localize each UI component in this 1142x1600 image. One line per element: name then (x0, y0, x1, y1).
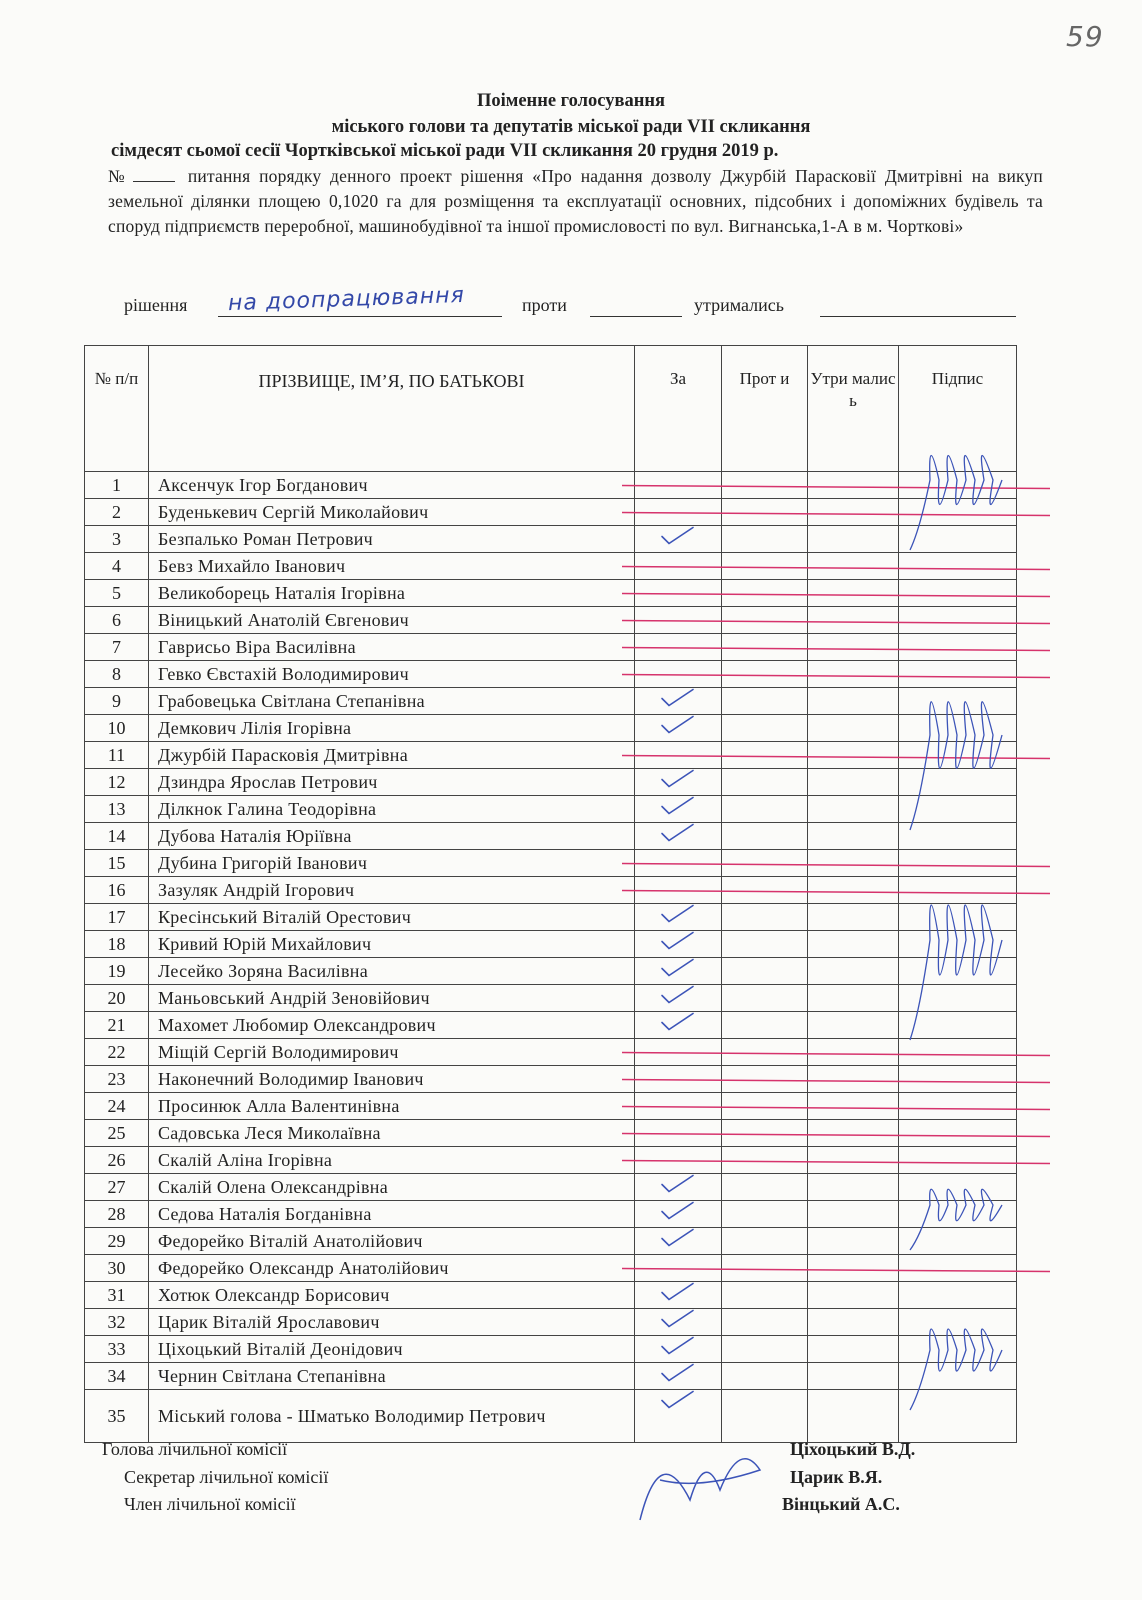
member-name: Скалій Олена Олександрівна (149, 1174, 635, 1201)
row-number: 23 (85, 1066, 149, 1093)
absent-strike-line (622, 675, 1050, 678)
absent-strike-line (622, 486, 1050, 489)
member-name: Гевко Євстахій Володимирович (149, 661, 635, 688)
vote-checkmark (662, 717, 693, 733)
row-number: 9 (85, 688, 149, 715)
signature-scribble (910, 702, 1002, 830)
vote-checkmark (662, 1392, 693, 1408)
signature-scribble (910, 456, 1002, 551)
member-name: Гаврисьо Віра Василівна (149, 634, 635, 661)
decision-handwritten: на доопрацювання (227, 282, 466, 317)
member-name: Дубина Григорій Іванович (149, 850, 635, 877)
absent-strike-line (622, 567, 1050, 570)
row-number: 21 (85, 1012, 149, 1039)
row-number: 31 (85, 1282, 149, 1309)
vote-checkmark (662, 1203, 693, 1219)
absent-strike-line (622, 1080, 1050, 1083)
commission-member-label: Член лічильної комісії (124, 1494, 296, 1514)
row-number: 22 (85, 1039, 149, 1066)
absent-strike-line (622, 513, 1050, 516)
member-name: Буденькевич Сергій Миколайович (149, 499, 635, 526)
row-number: 2 (85, 499, 149, 526)
absent-strike-line (622, 891, 1050, 894)
vote-checkmark (662, 1176, 693, 1192)
row-number: 34 (85, 1363, 149, 1390)
header-against: Прот и (722, 346, 808, 472)
member-name: Ціхоцький Віталій Деонідович (149, 1336, 635, 1363)
vote-checkmark (662, 933, 693, 949)
commission-signature (640, 1459, 760, 1520)
member-name: Дубова Наталія Юріївна (149, 823, 635, 850)
member-name: Міський голова - Шматько Володимир Петрович (149, 1390, 635, 1443)
header-for: За (635, 346, 722, 472)
signature-scribble (910, 905, 1002, 1040)
absent-strike-line (622, 1107, 1050, 1110)
member-name: Джурбій Парасковія Дмитрівна (149, 742, 635, 769)
absent-strike-line (622, 1134, 1050, 1137)
absent-strike-line (622, 1053, 1050, 1056)
absent-strike-line (622, 756, 1050, 759)
vote-checkmark (662, 771, 693, 787)
row-number: 10 (85, 715, 149, 742)
row-number: 19 (85, 958, 149, 985)
absent-strike-line (622, 864, 1050, 867)
member-name: Просинюк Алла Валентинівна (149, 1093, 635, 1120)
row-number: 17 (85, 904, 149, 931)
member-name: Віницький Анатолій Євгенович (149, 607, 635, 634)
row-number: 12 (85, 769, 149, 796)
member-name: Кривий Юрій Михайлович (149, 931, 635, 958)
row-number: 4 (85, 553, 149, 580)
row-number: 18 (85, 931, 149, 958)
commission-secretary-label: Секретар лічильної комісії (124, 1467, 329, 1487)
absent-strike-line (622, 1161, 1050, 1164)
vote-checkmark (662, 1014, 693, 1030)
row-number: 15 (85, 850, 149, 877)
absent-strike-line (622, 594, 1050, 597)
document-title: Поіменне голосування (476, 91, 666, 111)
member-name: Демкович Лілія Ігорівна (149, 715, 635, 742)
member-name: Наконечний Володимир Іванович (149, 1066, 635, 1093)
vote-checkmark (662, 690, 693, 706)
vote-checkmark (662, 906, 693, 922)
vote-checkmark (662, 1230, 693, 1246)
agenda-number-sign: № (108, 166, 130, 186)
row-number: 7 (85, 634, 149, 661)
member-name: Хотюк Олександр Борисович (149, 1282, 635, 1309)
row-number: 35 (85, 1390, 149, 1443)
absent-strike-line (622, 648, 1050, 651)
member-name: Безпалько Роман Петрович (149, 526, 635, 553)
commission-chair-name: Ціхоцький В.Д. (790, 1439, 916, 1459)
vote-checkmark (662, 798, 693, 814)
row-number: 14 (85, 823, 149, 850)
commission-secretary-name: Царик В.Я. (790, 1467, 883, 1487)
row-number: 8 (85, 661, 149, 688)
member-name: Махомет Любомир Олександрович (149, 1012, 635, 1039)
decision-label: рішення (124, 295, 188, 315)
row-number: 5 (85, 580, 149, 607)
header-num: № п/п (85, 346, 149, 472)
vote-checkmark (662, 528, 693, 544)
session-line: сімдесят сьомої сесії Чортківської міської ради VII скликання 20 грудня 2019 р. (111, 141, 779, 161)
member-name: Грабовецька Світлана Степанівна (149, 688, 635, 715)
member-name: Великоборець Наталія Ігорівна (149, 580, 635, 607)
member-name: Садовська Леся Миколаївна (149, 1120, 635, 1147)
signature-scribble (910, 1329, 1002, 1410)
row-number: 28 (85, 1201, 149, 1228)
vote-checkmark (662, 825, 693, 841)
row-number: 29 (85, 1228, 149, 1255)
row-number: 32 (85, 1309, 149, 1336)
vote-checkmark (662, 1311, 693, 1327)
row-number: 33 (85, 1336, 149, 1363)
header-signature: Підпис (899, 346, 1017, 472)
member-name: Федорейко Віталій Анатолійович (149, 1228, 635, 1255)
vote-checkmark (662, 1365, 693, 1381)
row-number: 13 (85, 796, 149, 823)
member-name: Царик Віталій Ярославович (149, 1309, 635, 1336)
commission-chair-label: Голова лічильної комісії (102, 1439, 288, 1459)
member-name: Маньовський Андрій Зеновійович (149, 985, 635, 1012)
member-name: Зазуляк Андрій Ігорович (149, 877, 635, 904)
member-name: Кресінський Віталій Орестович (149, 904, 635, 931)
agenda-text: питання порядку денного проект рішення «Про надання дозволу Джурбій Парасковії Дмитрівні на викуп земельної ділянки площею 0,1020 га для розміщення та експлуатації основних, підсобних і допоміжних будівель та споруд підприємств переробної, машинобудівної та іншої промисловості по вул. Вигнанська,1-А в м. Чорткові» (108, 166, 1044, 236)
header-name: ПРІЗВИЩЕ, ІМ’Я, ПО БАТЬКОВІ (149, 346, 635, 472)
against-label: проти (522, 295, 567, 315)
absent-strike-line (622, 1269, 1050, 1272)
abstained-label: утримались (694, 295, 784, 315)
member-name: Лесейко Зоряна Василівна (149, 958, 635, 985)
row-number: 16 (85, 877, 149, 904)
vote-checkmark (662, 960, 693, 976)
document-subtitle: міського голови та депутатів міської ради VII скликання (331, 117, 811, 137)
absent-strike-line (622, 621, 1050, 624)
member-name: Федорейко Олександр Анатолійович (149, 1255, 635, 1282)
member-name: Міщій Сергій Володимирович (149, 1039, 635, 1066)
member-name: Дзиндра Ярослав Петрович (149, 769, 635, 796)
member-name: Бевз Михайло Іванович (149, 553, 635, 580)
signature-scribble (910, 1189, 1002, 1250)
page-number: 59 (1066, 20, 1104, 53)
member-name: Седова Наталія Богданівна (149, 1201, 635, 1228)
vote-checkmark (662, 1284, 693, 1300)
commission-member-name: Вінцький А.С. (782, 1494, 900, 1514)
vote-checkmark (662, 1338, 693, 1354)
header-abstained: Утри малис ь (808, 346, 899, 472)
member-name: Скалій Аліна Ігорівна (149, 1147, 635, 1174)
row-number: 20 (85, 985, 149, 1012)
row-number: 3 (85, 526, 149, 553)
row-number: 27 (85, 1174, 149, 1201)
row-number: 1 (85, 472, 149, 499)
member-name: Ділкнок Галина Теодорівна (149, 796, 635, 823)
vote-checkmark (662, 987, 693, 1003)
row-number: 25 (85, 1120, 149, 1147)
row-number: 30 (85, 1255, 149, 1282)
row-number: 6 (85, 607, 149, 634)
row-number: 26 (85, 1147, 149, 1174)
member-name: Чернин Світлана Степанівна (149, 1363, 635, 1390)
member-name: Аксенчук Ігор Богданович (149, 472, 635, 499)
row-number: 24 (85, 1093, 149, 1120)
row-number: 11 (85, 742, 149, 769)
